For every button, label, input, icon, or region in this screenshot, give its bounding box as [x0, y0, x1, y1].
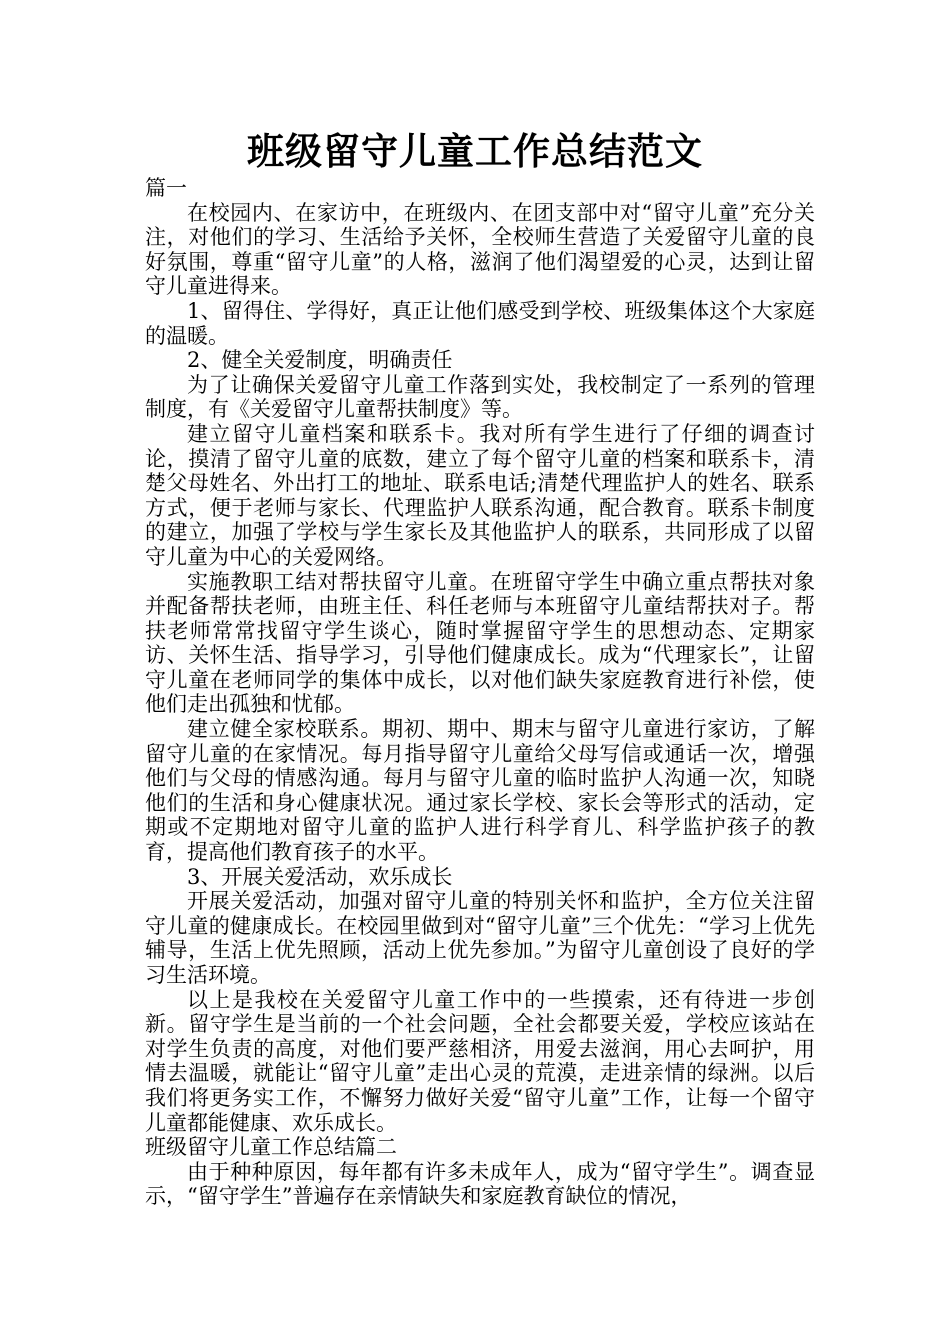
body-paragraph: 建立留守儿童档案和联系卡。我对所有学生进行了仔细的调查讨论，摸清了留守儿童的底数，建立了每个留守儿童的档案和联系卡，清楚父母姓名、外出打工的地址、联系电话;清楚代理监护人的姓名、联系方式，便于老师与家长、代理监护人联系沟通，配合教育。联系卡制度的建立，加强了学校与学生家长及其他监护人的联系，共同形成了以留守儿童为中心的关爱网络。	[145, 421, 815, 569]
body-paragraph: 3、开展关爱活动，欢乐成长	[187, 864, 453, 889]
document-body	[145, 176, 815, 1209]
section-heading: 篇一	[145, 176, 187, 200]
body-paragraph: 以上是我校在关爱留守儿童工作中的一些摸索，还有待进一步创新。留守学生是当前的一个社会问题，全社会都要关爱，学校应该站在对学生负责的高度，对他们要严慈相济，用爱去滋润，用心去呵护，用情去温暖，就能让“留守儿童”走出心灵的荒漠，走进亲情的绿洲。以后我们将更务实工作，不懈努力做好关爱“留守儿童”工作，让每一个留守儿童都能健康、欢乐成长。	[145, 987, 815, 1135]
section-heading: 班级留守儿童工作总结篇二	[145, 1135, 397, 1160]
body-paragraph: 1、留得住、学得好，真正让他们感受到学校、班级集体这个大家庭的温暖。	[145, 298, 815, 348]
body-paragraph: 2、健全关爱制度，明确责任	[187, 348, 453, 373]
body-paragraph: 建立健全家校联系。期初、期中、期末与留守儿童进行家访，了解留守儿童的在家情况。每月指导留守儿童给父母写信或通话一次，增强他们与父母的情感沟通。每月与留守儿童的临时监护人沟通一次，知晓他们的生活和身心健康状况。通过家长学校、家长会等形式的活动，定期或不定期地对留守儿童的监护人进行科学育儿、科学监护孩子的教育，提高他们教育孩子的水平。	[145, 717, 815, 865]
body-paragraph: 开展关爱活动，加强对留守儿童的特别关怀和监护，全方位关注留守儿童的健康成长。在校园里做到对“留守儿童”三个优先：“学习上优先辅导，生活上优先照顾，活动上优先参加。”为留守儿童创设了良好的学习生活环境。	[145, 889, 815, 987]
body-paragraph: 为了让确保关爱留守儿童工作落到实处，我校制定了一系列的管理制度，有《关爱留守儿童帮扶制度》等。	[145, 372, 815, 422]
document-title: 班级留守儿童工作总结范文	[247, 130, 703, 173]
body-paragraph: 实施教职工结对帮扶留守儿童。在班留守学生中确立重点帮扶对象并配备帮扶老师，由班主任、科任老师与本班留守儿童结帮扶对子。帮扶老师常常找留守学生谈心，随时掌握留守学生的思想动态、定期家访、关怀生活、指导学习，引导他们健康成长。成为“代理家长”，让留守儿童在老师同学的集体中成长，以对他们缺失家庭教育进行补偿，使他们走出孤独和忧郁。	[145, 569, 815, 717]
body-paragraph: 由于种种原因，每年都有许多未成年人，成为“留守学生”。调查显示，“留守学生”普遍存在亲情缺失和家庭教育缺位的情况，	[145, 1159, 815, 1209]
body-paragraph: 在校园内、在家访中，在班级内、在团支部中对“留守儿童”充分关注，对他们的学习、生活给予关怀，全校师生营造了关爱留守儿童的良好氛围，尊重“留守儿童”的人格，滋润了他们渴望爱的心灵，达到让留守儿童进得来。	[145, 200, 815, 299]
